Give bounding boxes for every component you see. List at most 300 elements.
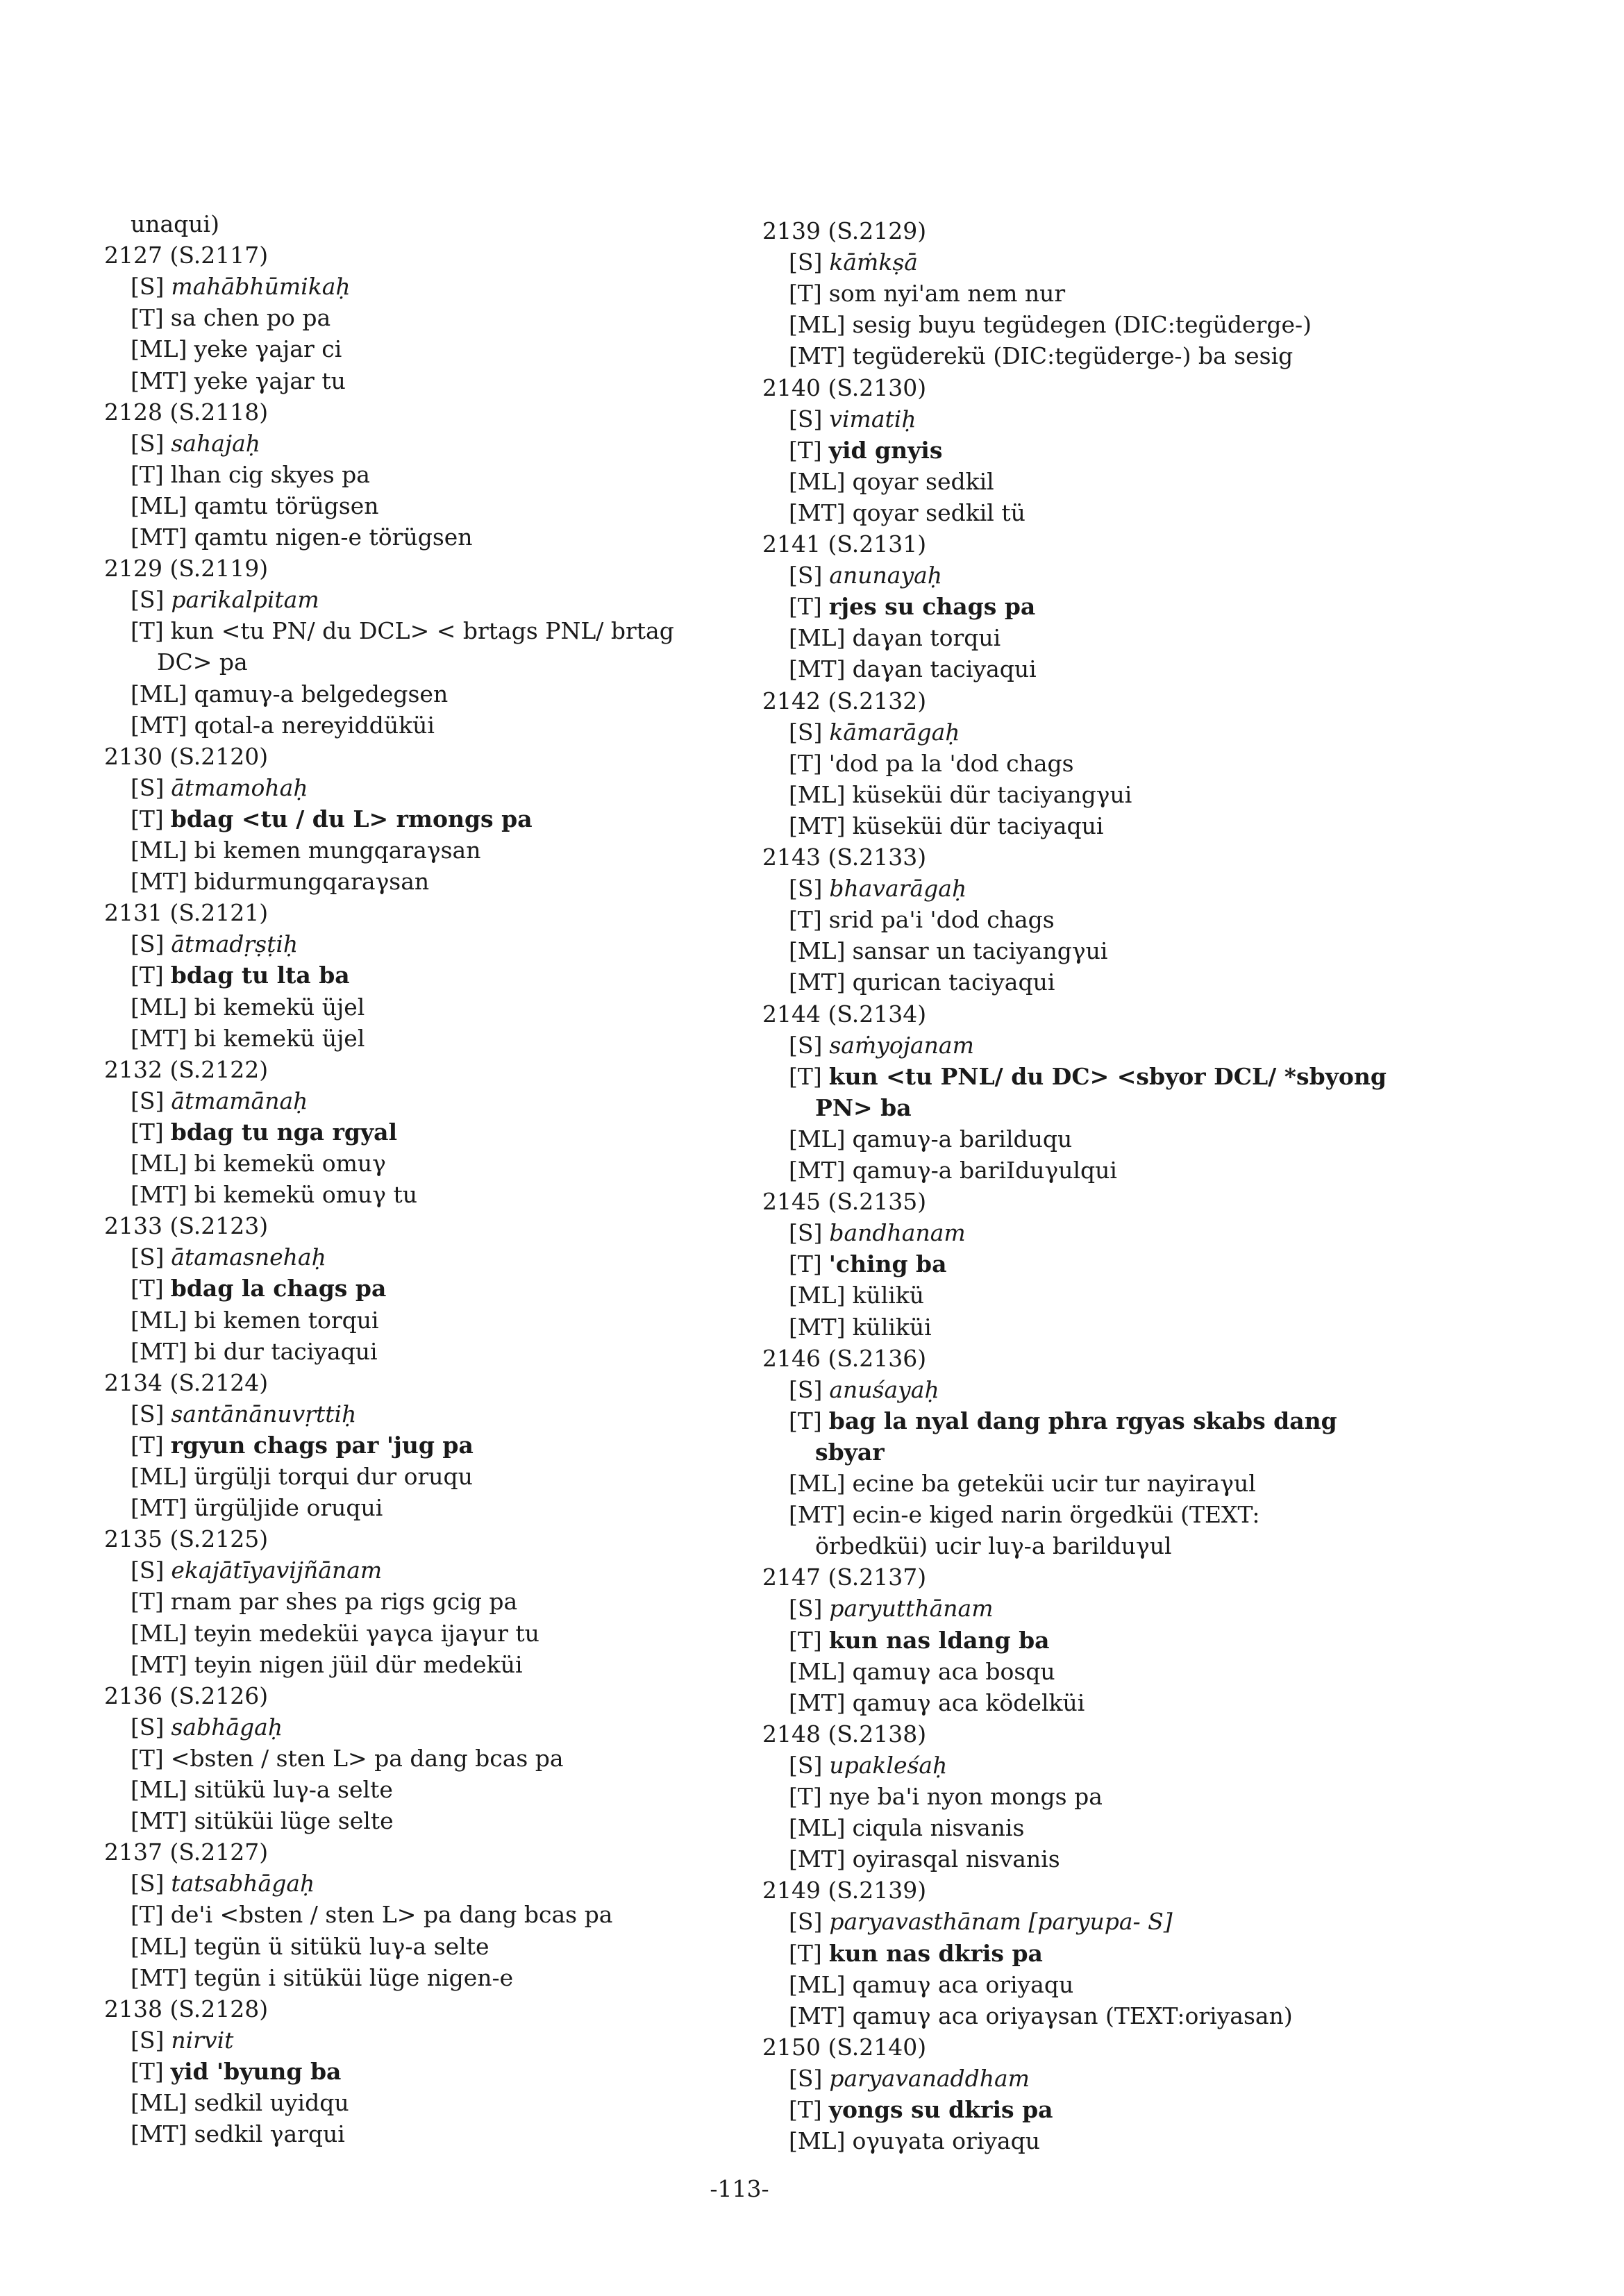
entry-line <box>789 1374 939 1405</box>
field-text: som nyi'am nem nur <box>828 280 1066 308</box>
entry-line <box>789 2000 1293 2031</box>
field-tag: [ML] <box>789 311 846 339</box>
field-text: sedkil uyidqu <box>194 2089 349 2116</box>
field-tag: [S] <box>789 875 823 903</box>
field-text: lhan cig skyes pa <box>170 460 370 488</box>
field-text: upakleśaḥ <box>829 1751 948 1779</box>
entry-line <box>131 2025 233 2056</box>
field-text: bi kemekü üjel <box>194 1024 365 1052</box>
field-text: qamuγ aca bosqu <box>852 1657 1055 1685</box>
field-tag: [ML] <box>131 1150 187 1177</box>
field-tag: [MT] <box>789 655 846 683</box>
entry-line <box>789 1468 1256 1499</box>
field-text: bhavarāgaḥ <box>829 875 967 903</box>
field-text: kun <tu PN/ du DCL> < brtags PNL/ brtag <box>170 617 674 645</box>
entry-line <box>789 1593 994 1624</box>
continuation-line <box>815 1092 912 1123</box>
field-tag: [ML] <box>131 1463 187 1490</box>
field-text: qamuγ aca oriyaγsan (TEXT:oriyasan) <box>852 2002 1293 2029</box>
field-tag: [ML] <box>131 1932 187 1960</box>
field-tag: [ML] <box>789 1470 846 1497</box>
entry-number <box>762 215 926 246</box>
entry-number <box>762 2031 926 2063</box>
field-text: ātamasnehaḥ <box>171 1243 326 1271</box>
field-text: tatsabhāgaḥ <box>171 1870 315 1897</box>
entry-line <box>131 710 435 741</box>
entry-number <box>762 1561 926 1593</box>
entry-line <box>789 904 1055 935</box>
field-text: 2139 (S.2129) <box>762 217 927 244</box>
field-text: teyin nigen jüil dür medeküi <box>194 1650 523 1678</box>
field-tag: [MT] <box>131 523 187 551</box>
field-text: 2136 (S.2126) <box>104 1682 269 1709</box>
field-tag: [T] <box>789 280 822 308</box>
entry-number <box>104 1210 268 1241</box>
entry-number <box>762 1718 926 1750</box>
entry-line <box>789 1499 1260 1530</box>
entry-line <box>131 1805 394 1836</box>
field-tag: [S] <box>131 1087 165 1114</box>
field-tag: [ML] <box>131 680 187 707</box>
entry-number <box>104 553 268 584</box>
entry-line <box>131 1023 365 1054</box>
entry-number <box>104 741 268 772</box>
entry-line <box>789 1625 1050 1656</box>
entry-line <box>131 333 342 364</box>
field-text: anuśayaḥ <box>829 1375 939 1403</box>
field-text: rgyun chags par 'jug pa <box>170 1431 474 1459</box>
field-tag: [T] <box>789 1250 822 1278</box>
field-tag: [MT] <box>131 711 187 739</box>
field-text: kāmarāgaḥ <box>829 718 960 746</box>
entry-line <box>789 1155 1117 1186</box>
field-tag: [T] <box>789 1407 822 1434</box>
field-text: 2150 (S.2140) <box>762 2033 927 2061</box>
field-text: sedkil γarqui <box>194 2120 345 2148</box>
field-text: qamuγ aca oriyaqu <box>852 1970 1074 1998</box>
entry-number <box>762 1875 926 1906</box>
entry-line <box>789 403 916 435</box>
field-text: nirvit <box>171 2026 234 2054</box>
entry-line <box>131 1586 517 1617</box>
entry-line <box>131 1931 489 1962</box>
entry-line <box>789 810 1103 841</box>
field-text: 'ching ba <box>828 1250 947 1278</box>
field-text: rjes su chags pa <box>828 593 1036 621</box>
continuation-line <box>157 646 248 678</box>
field-text: bi kemekü omuγ <box>194 1150 386 1177</box>
field-tag: [S] <box>131 429 165 457</box>
continuation-line <box>815 1436 885 1468</box>
entry-line <box>789 497 1026 528</box>
field-text: 2129 (S.2119) <box>104 555 269 583</box>
field-tag: [MT] <box>131 1650 187 1678</box>
field-tag: [T] <box>789 1062 822 1090</box>
field-tag: [S] <box>131 773 165 801</box>
field-text: qoyar sedkil tü <box>852 498 1026 526</box>
field-tag: [T] <box>789 436 822 464</box>
entry-line <box>789 2063 1030 2094</box>
entry-line <box>789 748 1074 779</box>
field-tag: [MT] <box>131 1337 187 1365</box>
entry-line <box>789 1312 932 1343</box>
entry-line <box>131 991 365 1023</box>
field-text: nye ba'i nyon mongs pa <box>828 1783 1103 1810</box>
field-text: tegün ü sitükü luγ-a selte <box>194 1932 489 1960</box>
field-text: de'i <bsten / sten L> pa dang bcas pa <box>170 1901 613 1929</box>
entry-line <box>131 490 379 521</box>
field-text: oγuγata oriyaqu <box>852 2127 1041 2155</box>
entry-line <box>789 309 1312 340</box>
field-text: yeke γajar ci <box>194 335 342 363</box>
field-text: bag la nyal dang phra rgyas skabs dang <box>828 1407 1337 1434</box>
field-text: küseküi dür taciyaqui <box>852 812 1104 839</box>
field-tag: [T] <box>131 805 164 832</box>
entry-line <box>131 428 260 459</box>
field-text: daγan taciyaqui <box>852 655 1037 683</box>
field-text: qamuγ-a bariIduγulqui <box>852 1157 1117 1184</box>
field-tag: [MT] <box>131 367 187 394</box>
field-text: yongs su dkris pa <box>828 2096 1053 2123</box>
entry-line <box>789 1843 1060 1875</box>
continuation-line <box>131 208 219 240</box>
field-text: qoyar sedkil <box>852 467 994 495</box>
field-text: 2149 (S.2139) <box>762 1877 927 1904</box>
field-text: 2135 (S.2125) <box>104 1525 269 1553</box>
field-tag: [T] <box>131 1431 164 1459</box>
entry-number <box>104 1993 268 2025</box>
field-text: ekajātīyavijñānam <box>171 1557 383 1584</box>
field-text: anunayaḥ <box>829 562 943 589</box>
field-text: 2145 (S.2135) <box>762 1188 927 1216</box>
field-tag: [ML] <box>789 624 846 652</box>
entry-line <box>131 459 370 490</box>
entry-line <box>789 278 1065 309</box>
entry-line <box>789 2125 1040 2156</box>
field-tag: [S] <box>131 930 165 958</box>
field-tag: [MT] <box>789 2002 846 2029</box>
field-tag: [S] <box>789 2064 823 2092</box>
field-tag: [S] <box>131 586 165 614</box>
field-text: qamtu törügsen <box>194 492 379 519</box>
field-text: ciqula nisvanis <box>852 1814 1025 1842</box>
entry-line <box>131 1492 383 1523</box>
entry-line <box>131 615 674 646</box>
entry-number <box>762 1343 926 1374</box>
entry-line <box>131 678 448 710</box>
field-tag: [S] <box>131 273 165 301</box>
field-text: daγan torqui <box>852 624 1001 652</box>
field-text: santānānuvṛttiḥ <box>171 1400 357 1427</box>
field-tag: [S] <box>789 562 823 589</box>
field-text: parikalpitam <box>171 586 319 614</box>
field-text: oyirasqal nisvanis <box>852 1845 1060 1873</box>
entry-number <box>762 372 926 403</box>
field-tag: [T] <box>789 906 822 934</box>
field-tag: [T] <box>789 749 822 777</box>
entry-line <box>131 2118 345 2150</box>
entry-line <box>131 1461 473 1492</box>
field-tag: [ML] <box>789 2127 846 2155</box>
entry-line <box>131 1273 386 1304</box>
entry-line <box>789 2094 1053 2125</box>
field-tag: [T] <box>789 1939 822 1967</box>
field-text: 2140 (S.2130) <box>762 374 927 401</box>
entry-line <box>789 1061 1387 1092</box>
field-tag: [MT] <box>789 498 846 526</box>
field-text: qamuγ-a belgedegsen <box>194 680 449 707</box>
field-tag: [MT] <box>789 1845 846 1873</box>
entry-line <box>131 1555 382 1586</box>
field-tag: [T] <box>131 2057 164 2085</box>
field-tag: [ML] <box>789 1814 846 1842</box>
entry-line <box>789 935 1107 966</box>
field-tag: [ML] <box>131 335 187 363</box>
field-tag: [ML] <box>789 1657 846 1685</box>
entry-line <box>789 1750 947 1781</box>
field-tag: [T] <box>789 1626 822 1654</box>
entry-line <box>131 2056 341 2087</box>
entry-number <box>104 1054 268 1085</box>
field-tag: [S] <box>789 1908 823 1936</box>
field-text: bdag la chags pa <box>170 1275 387 1302</box>
field-text: paryutthānam <box>829 1595 994 1623</box>
entry-line <box>789 717 960 748</box>
field-tag: [ML] <box>131 492 187 519</box>
field-tag: [S] <box>131 1243 165 1271</box>
field-text: sansar un taciyangγui <box>852 937 1108 965</box>
field-tag: [T] <box>131 1275 164 1302</box>
entry-line <box>789 1248 947 1280</box>
field-tag: [ML] <box>789 1282 846 1309</box>
entry-line <box>789 340 1293 371</box>
field-text: teyin medeküi γaγca ijaγur tu <box>194 1619 539 1647</box>
entry-line <box>131 1085 308 1116</box>
field-text: DC> pa <box>157 648 248 676</box>
field-text: 2146 (S.2136) <box>762 1344 927 1372</box>
field-text: 2131 (S.2121) <box>104 899 269 927</box>
entry-line <box>131 1711 283 1743</box>
field-tag: [T] <box>131 1744 164 1772</box>
entry-line <box>789 1217 966 1248</box>
field-text: 2134 (S.2124) <box>104 1368 269 1396</box>
entry-line <box>131 1868 315 1899</box>
entry-line <box>789 1781 1103 1812</box>
entry-number <box>762 528 926 560</box>
entry-number <box>104 240 268 271</box>
field-text: 2133 (S.2123) <box>104 1212 269 1240</box>
entry-line <box>131 1148 386 1179</box>
field-text: qurican taciyaqui <box>852 969 1055 996</box>
entry-line <box>131 1398 356 1430</box>
field-text: bi kemen torqui <box>194 1306 379 1334</box>
field-tag: [T] <box>131 1901 164 1929</box>
field-tag: [MT] <box>131 1181 187 1209</box>
field-tag: [S] <box>131 1400 165 1427</box>
entry-line <box>131 1899 612 1930</box>
field-text: tegün i sitüküi lüge nigen-e <box>194 1963 514 1991</box>
field-text: paryavanaddham <box>829 2064 1030 2092</box>
field-tag: [ML] <box>131 1619 187 1647</box>
entry-line <box>789 1969 1073 2000</box>
field-text: paryavasthānam [paryupa- S] <box>829 1908 1173 1936</box>
entry-line <box>789 1280 924 1311</box>
field-text: 'dod pa la 'dod chags <box>828 749 1074 777</box>
field-tag: [MT] <box>789 1157 846 1184</box>
entry-line <box>789 1030 974 1061</box>
field-text: ürgülji torqui dur oruqu <box>194 1463 473 1490</box>
field-text: ātmamohaḥ <box>171 773 308 801</box>
field-tag: [S] <box>789 249 823 276</box>
entry-line <box>131 1430 474 1461</box>
entry-line <box>131 866 429 897</box>
entry-line <box>789 779 1132 810</box>
entry-number <box>104 1367 268 1398</box>
entry-number <box>762 1186 926 1217</box>
field-tag: [MT] <box>131 1807 187 1835</box>
field-tag: [S] <box>131 1870 165 1897</box>
entry-line <box>131 1241 326 1273</box>
field-text: qotal-a nereyiddüküi <box>194 711 435 739</box>
field-text: ātmadṛṣṭiḥ <box>171 930 299 958</box>
entry-number <box>104 1523 268 1555</box>
field-tag: [ML] <box>789 467 846 495</box>
entry-line <box>131 960 350 991</box>
field-text: rnam par shes pa rigs gcig pa <box>170 1588 518 1616</box>
entry-line <box>789 246 918 278</box>
entry-line <box>789 466 994 497</box>
field-text: ecine ba geteküi ucir tur nayiraγul <box>852 1470 1256 1497</box>
field-tag: [T] <box>789 1783 822 1810</box>
entry-line <box>131 835 480 866</box>
field-tag: [S] <box>789 1375 823 1403</box>
field-text: bdag tu lta ba <box>170 962 350 989</box>
field-tag: [S] <box>789 1219 823 1247</box>
field-tag: [S] <box>789 405 823 433</box>
entry-line <box>789 966 1055 998</box>
field-tag: [S] <box>789 1595 823 1623</box>
continuation-line <box>815 1530 1172 1561</box>
field-tag: [T] <box>131 1588 164 1616</box>
field-text: küseküi dür taciyangγui <box>852 780 1132 808</box>
entry-line <box>131 1305 379 1336</box>
entry-line <box>131 928 298 960</box>
field-text: bi kemekü omuγ tu <box>194 1181 417 1209</box>
entry-line <box>789 1812 1024 1843</box>
field-tag: [MT] <box>789 1501 846 1529</box>
field-tag: [ML] <box>789 1125 846 1153</box>
entry-line <box>131 1962 513 1993</box>
field-text: ātmamānaḥ <box>171 1087 308 1114</box>
field-tag: [MT] <box>789 969 846 996</box>
field-text: qamuγ aca ködelküi <box>852 1689 1085 1716</box>
entry-line <box>131 1774 393 1805</box>
field-tag: [ML] <box>131 993 187 1021</box>
entry-line <box>789 560 942 591</box>
entry-number <box>762 685 926 717</box>
entry-line <box>131 1116 397 1148</box>
entry-line <box>131 302 330 333</box>
field-tag: [T] <box>131 304 164 332</box>
field-text: ecin-e kiged narin örgedküi (TEXT: <box>852 1501 1260 1529</box>
field-text: bi kemen mungqaraγsan <box>194 837 481 864</box>
field-tag: [T] <box>789 2096 822 2123</box>
entry-line <box>789 1687 1085 1718</box>
field-text: sesig buyu tegüdegen (DIC:tegüderge-) <box>852 311 1312 339</box>
field-text: külikü <box>852 1282 925 1309</box>
field-tag: [S] <box>131 2026 165 2054</box>
field-tag: [MT] <box>131 2120 187 2148</box>
field-tag: [T] <box>131 460 164 488</box>
field-text: 2127 (S.2117) <box>104 242 269 269</box>
entry-line <box>789 435 942 466</box>
field-tag: [ML] <box>131 1776 187 1803</box>
field-text: yid 'byung ba <box>170 2057 342 2085</box>
field-tag: [S] <box>789 718 823 746</box>
field-text: kun nas ldang ba <box>828 1626 1050 1654</box>
entry-line <box>789 1656 1055 1687</box>
entry-number <box>762 841 926 873</box>
entry-line <box>131 584 319 615</box>
field-tag: [ML] <box>789 937 846 965</box>
field-tag: [ML] <box>789 1970 846 1998</box>
entry-number <box>104 1836 268 1868</box>
field-tag: [MT] <box>131 868 187 896</box>
field-text: qamuγ-a barilduqu <box>852 1125 1073 1153</box>
entry-line <box>789 653 1037 685</box>
field-text: vimatiḥ <box>829 405 916 433</box>
field-tag: [ML] <box>131 837 187 864</box>
field-text: unaqui) <box>131 210 219 237</box>
field-text: sahajaḥ <box>171 429 261 457</box>
field-text: 2141 (S.2131) <box>762 530 927 558</box>
entry-line <box>131 365 346 396</box>
field-tag: [T] <box>131 617 164 645</box>
entry-line <box>131 1179 417 1210</box>
field-tag: [MT] <box>789 812 846 839</box>
entry-line <box>789 1405 1337 1436</box>
field-text: bdag tu nga rgyal <box>170 1118 398 1146</box>
field-tag: [S] <box>789 1031 823 1059</box>
field-tag: [T] <box>131 1118 164 1146</box>
field-text: bi dur taciyaqui <box>194 1337 378 1365</box>
field-text: 2137 (S.2127) <box>104 1838 269 1866</box>
entry-line <box>131 772 308 803</box>
field-text: küliküi <box>852 1313 932 1341</box>
field-tag: [MT] <box>789 342 846 370</box>
entry-line <box>131 271 351 302</box>
field-text: 2132 (S.2122) <box>104 1055 269 1083</box>
field-tag: [ML] <box>131 1306 187 1334</box>
field-text: bidurmungqaraγsan <box>194 868 430 896</box>
field-text: bi kemekü üjel <box>194 993 365 1021</box>
field-text: 2130 (S.2120) <box>104 742 269 770</box>
field-text: yeke γajar tu <box>194 367 346 394</box>
entry-line <box>789 1123 1072 1155</box>
field-text: yid gnyis <box>828 436 943 464</box>
entry-line <box>131 521 473 553</box>
field-text: örbedküi) ucir luγ-a barilduγul <box>815 1532 1172 1560</box>
field-text: bdag <tu / du L> rmongs pa <box>170 805 533 832</box>
field-text: sa chen po pa <box>170 304 331 332</box>
entry-line <box>131 803 533 835</box>
field-tag: [S] <box>131 1713 165 1741</box>
entry-line <box>789 1938 1043 1969</box>
field-text: 2128 (S.2118) <box>104 398 269 426</box>
field-tag: [ML] <box>131 2089 187 2116</box>
field-text: 2147 (S.2137) <box>762 1564 927 1591</box>
field-tag: [S] <box>789 1751 823 1779</box>
